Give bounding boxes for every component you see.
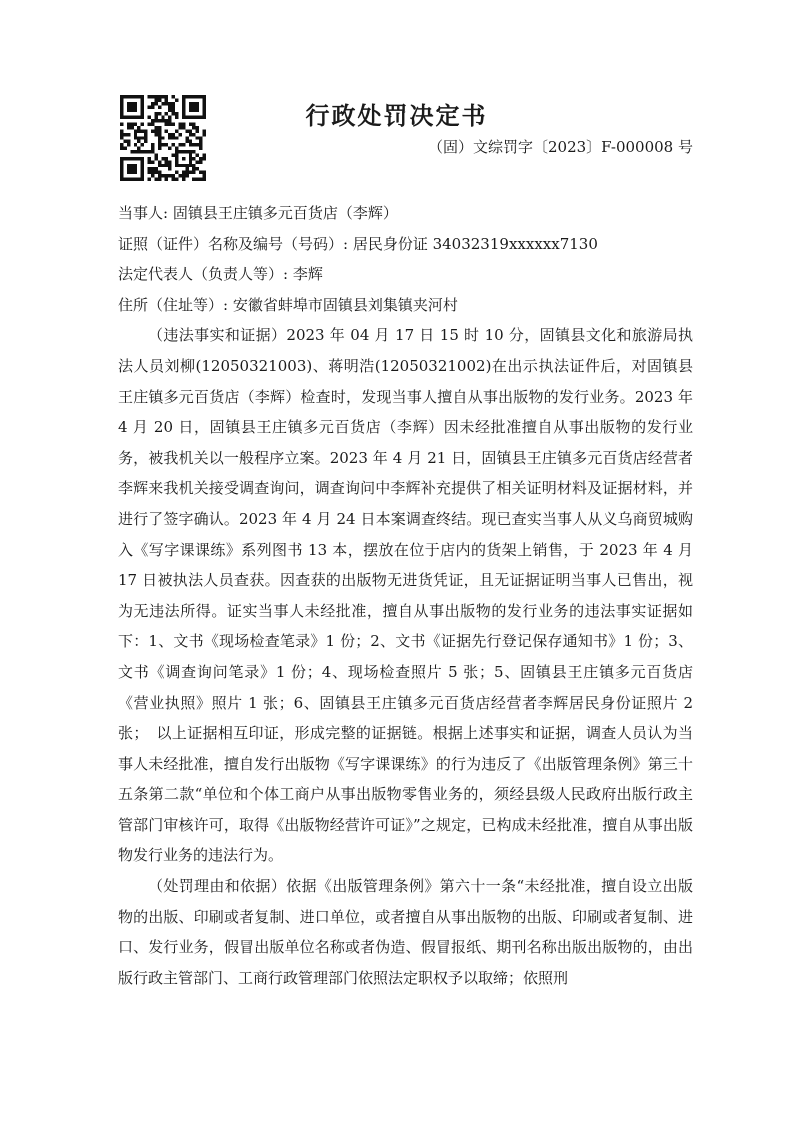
party-id: 证照（证件）名称及编号（号码）: 居民身份证 34032319xxxxxx7130 xyxy=(118,234,598,253)
facts-paragraph: （违法事实和证据）2023 年 04 月 17 日 15 时 10 分，固镇县文化和旅游局执法人员刘柳(12050321003)、蒋明浩(12050321002)在出示执法证件后，对固镇县王庄镇多元百货店（李辉）检查时，发现当事人擅自从事出版物的发行业务。2023 年 4 月 20 日，固镇县王庄镇多元百货店（李辉）因未经批准擅自从事出版物的发行业务，被我机关以一般程序立案。2023 年 4 月 21 日，固镇县王庄镇多元百货店经营者李辉来我机关接受调查询问，调查询问中李辉补充提供了相关证明材料及证据材料，并进行了签字确认。2023 年 4 月 24 日本案调查终结。现已查实当事人从义乌商贸城购入《写字课课练》系列图书 13 本，摆放在位于店内的货架上销售，于 2023 年 4 月 17 日被执法人员查获。因查获的出版物无进货凭证，且无证据证明当事人已售出，视为无违法所得。证实当事人未经批准，擅自从事出版物的发行业务的违法事实证据如下：1、文书《现场检查笔录》1 份；2、文书《证据先行登记保存通知书》1 份；3、文书《调查询问笔录》1 份；4、现场检查照片 5 张；5、固镇县王庄镇多元百货店《营业执照》照片 1 张；6、固镇县王庄镇多元百货店经营者李辉居民身份证照片 2 张； 以上证据相互印证，形成完整的证据链。根据上述事实和证据，调查人员认为当事人未经批准，擅自发行出版物《写字课课练》的行为违反了《出版管理条例》第三十五条第二款“单位和个体工商户从事出版物零售业务的，须经县级人民政府出版行政主管部门审核许可，取得《出版物经营许可证》”之规定，已构成未经批准，擅自从事出版物发行业务的违法行为。 xyxy=(118,326,693,865)
document-title: 行政处罚决定书 xyxy=(305,101,488,130)
document-body xyxy=(118,198,693,993)
party-address: 住所（住址等）: 安徽省蚌埠市固镇县刘集镇夹河村 xyxy=(118,295,458,314)
party-name: 当事人: 固镇县王庄镇多元百货店（李辉） xyxy=(118,204,398,222)
document-number: （固）文综罚字〔2023〕F-000008 号 xyxy=(427,138,693,156)
party-representative: 法定代表人（负责人等）: 李辉 xyxy=(118,265,323,284)
basis-paragraph: （处罚理由和依据）依据《出版管理条例》第六十一条“未经批准，擅自设立出版物的出版、印刷或者复制、进口单位，或者擅自从事出版物的出版、印刷或者复制、进口、发行业务，假冒出版单位名称或者伪造、假冒报纸、期刊名称出版出版物的，由出版行政主管部门、工商行政管理部门依照法定职权予以取缔；依照刑 xyxy=(118,877,693,987)
